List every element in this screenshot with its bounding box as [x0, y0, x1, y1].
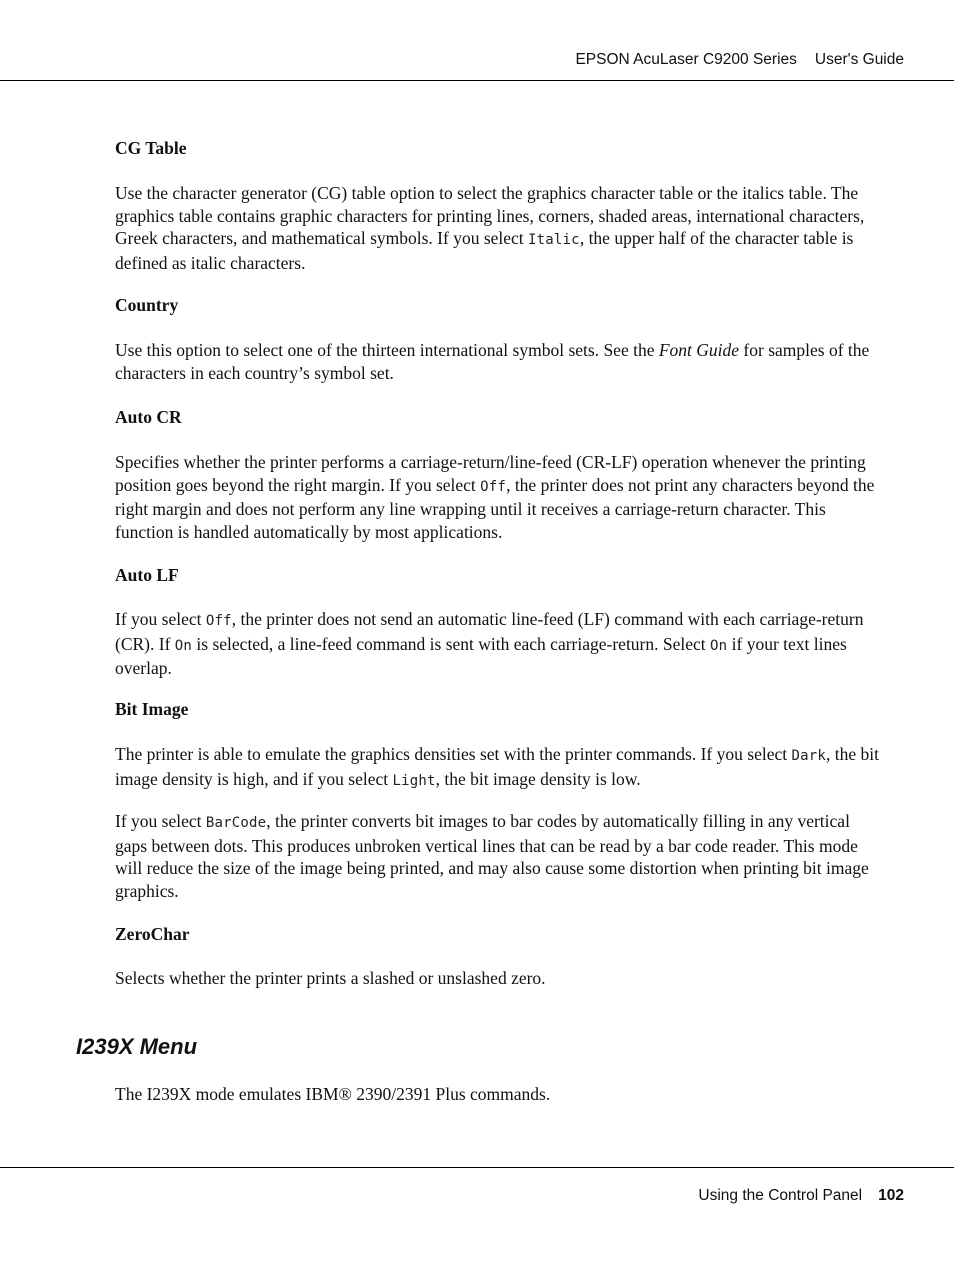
code-barcode: BarCode	[205, 815, 267, 831]
bit-image-paragraph-1	[115, 743, 885, 792]
font-guide-ref: Font Guide	[658, 340, 740, 360]
auto-lf-section	[115, 608, 885, 680]
auto-lf-heading: Auto LF	[115, 565, 179, 585]
auto-cr-paragraph	[115, 451, 885, 543]
text-run: for samples of the characters in each country’s symbol set.	[115, 340, 870, 383]
text-run: Use the character generator (CG) table option to select the graphics character table or the italics table. The graphics table contains graphic characters for printing lines, corners, shaded areas, international characters, Greek characters, and mathematical symbols. If you select	[115, 183, 865, 248]
country-paragraph	[115, 339, 885, 384]
header-rule	[0, 80, 954, 81]
code-light: Light	[392, 772, 436, 789]
page-number: 102	[878, 1187, 904, 1204]
text-run: If you select	[115, 811, 206, 831]
i239x-section	[115, 1083, 885, 1106]
text-run: Specifies whether the printer performs a carriage-return/line-feed (CR-LF) operation whenever the printing position goes beyond the right margin. If you select	[115, 452, 866, 495]
cg-table-section	[115, 182, 885, 274]
footer-rule	[0, 1167, 954, 1168]
cg-table-heading: CG Table	[115, 138, 187, 158]
country-section	[115, 339, 885, 384]
auto-cr-section	[115, 451, 885, 543]
country-heading: Country	[115, 295, 179, 315]
header-product: EPSON AcuLaser C9200 Series	[575, 51, 797, 68]
text-run: The printer is able to emulate the graphics densities set with the printer commands. If you select	[115, 744, 792, 764]
code-dark: Dark	[791, 748, 826, 764]
auto-cr-heading: Auto CR	[115, 407, 182, 427]
text-run: , the bit image density is low.	[435, 768, 641, 789]
text-run: if your text lines overlap.	[115, 633, 847, 678]
code-italic: Italic	[528, 232, 580, 248]
text-run: If you select	[115, 609, 206, 629]
text-run: , the printer converts bit images to bar codes by automatically filling in any vertical gaps between dots. This produces unbroken vertical lines that can be read by a bar code reader. This mode will reduce the size of the image being printed, and may also cause some distortion when printing bit image graphics.	[115, 811, 869, 901]
zerochar-heading: ZeroChar	[115, 924, 190, 944]
page-header	[575, 51, 904, 69]
text-run: Use this option to select one of the thirteen international symbol sets. See the	[115, 340, 659, 360]
text-run: , the upper half of the character table is defined as italic characters.	[115, 228, 854, 273]
i239x-paragraph: The I239X mode emulates IBM® 2390/2391 Plus commands.	[115, 1084, 551, 1104]
text-run: , the printer does not print any characters beyond the right margin and does not perform any line wrapping until it receives a carriage-return character. This function is handled automatically by most applications.	[115, 474, 875, 542]
i239x-menu-title: I239X Menu	[76, 1034, 198, 1059]
zerochar-section	[115, 967, 885, 990]
text-run: , the bit image density is high, and if you select	[115, 744, 879, 789]
zerochar-paragraph: Selects whether the printer prints a slashed or unslashed zero.	[115, 968, 546, 988]
cg-table-paragraph	[115, 182, 885, 274]
auto-lf-paragraph	[115, 608, 885, 680]
header-guide: User's Guide	[814, 51, 904, 68]
code-off: Off	[205, 613, 232, 629]
bit-image-heading: Bit Image	[115, 699, 189, 719]
bit-image-section-2	[115, 810, 885, 902]
footer-section: Using the Control Panel	[698, 1187, 863, 1204]
code-on: On	[710, 637, 728, 654]
text-run: is selected, a line-feed command is sent with each carriage-return. Select	[192, 633, 711, 654]
bit-image-section-1	[115, 743, 885, 792]
code-on: On	[174, 637, 193, 654]
text-run: , the printer does not send an automatic line-feed (LF) command with each carriage-return (CR). If	[115, 609, 864, 654]
code-off: Off	[480, 478, 507, 495]
page-footer	[698, 1187, 904, 1205]
bit-image-paragraph-2	[115, 810, 885, 902]
